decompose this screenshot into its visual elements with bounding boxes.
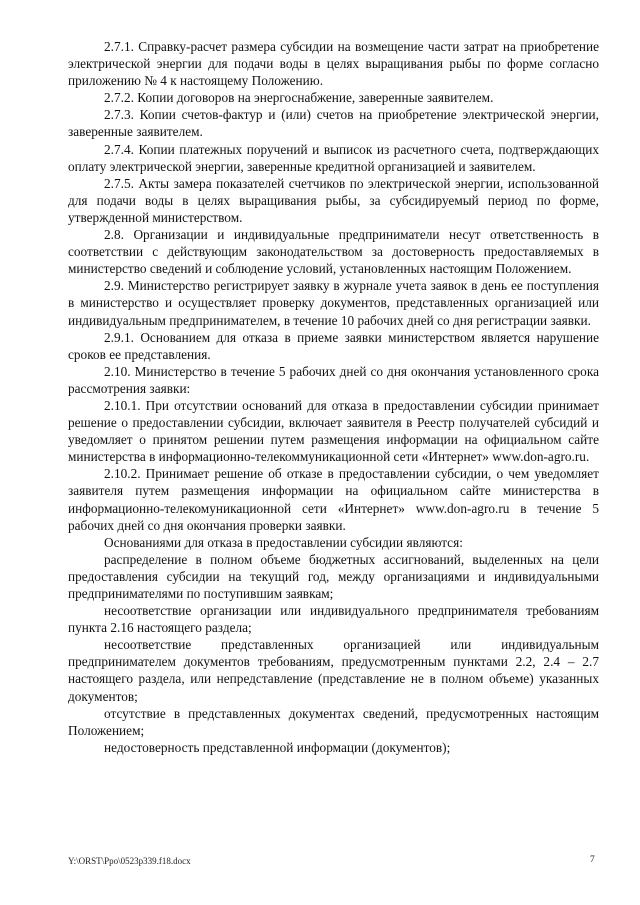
paragraph-refusal-grounds: Основаниями для отказа в предоставлении субсидии являются: <box>104 534 463 550</box>
paragraph-ground-false-info: недостоверность представленной информации (документов); <box>104 739 451 755</box>
paragraph-2-10-2: 2.10.2. Принимает решение об отказе в предоставлении субсидии, о чем уведомляет заявителя путем размещения информации на официальном сайте министерства в информационно-телекомуникационной сети «Интернет» www.don-agro.ru в течение 5 рабочих дней со дня окончания проверки заявки. <box>68 466 599 533</box>
page-number: 7 <box>590 855 595 865</box>
paragraph-2-10-1: 2.10.1. При отсутствии оснований для отказа в предоставлении субсидии принимает решение о предоставлении субсидии, включает заявителя в Реестр получателей субсидий и уведомляет о принятом решении путем размещения информации на официальном сайте министерства в информационно-телекоммуникационной сети «Интернет» www.don-agro.ru. <box>68 397 599 465</box>
paragraph-2-10: 2.10. Министерство в течение 5 рабочих дней со дня окончания установленного срока рассмотрения заявки: <box>68 363 599 396</box>
paragraph-2-7-5: 2.7.5. Акты замера показателей счетчиков по электрической энергии, использованной для подачи воды в целях выращивания рыбы, за субсидируемый период по форме, утвержденной министерством. <box>68 175 599 225</box>
paragraph-ground-missing-info: отсутствие в представленных документах сведений, предусмотренных настоящим Положением; <box>68 705 599 738</box>
paragraph-2-7-4: 2.7.4. Копии платежных поручений и выписок из расчетного счета, подтверждающих оплату электрической энергии, заверенные кредитной организацией и заявителем. <box>68 141 599 174</box>
paragraph-2-8: 2.8. Организации и индивидуальные предприниматели несут ответственность в соответствии с действующим законодательством за достоверность предоставляемых в министерство сведений и соблюдение условий, установленных настоящим Положением. <box>68 227 599 277</box>
paragraph-ground-documents: несоответствие представленных организацией или индивидуальным предпринимателем документов требованиям, предусмотренным пунктами 2.2, 2.4 – 2.7 настоящего раздела, или непредставление (представление не в полном объеме) указанных документов; <box>68 637 599 704</box>
footer-file-path: Y:\ORST\Ppo\0523p339.f18.docx <box>68 856 191 866</box>
paragraph-2-9: 2.9. Министерство регистрирует заявку в журнале учета заявок в день ее поступления в министерство и осуществляет проверку документов, представленных организацией или индивидуальным предпринимателем, в течение 10 рабочих дней со дня регистрации заявки. <box>68 278 599 328</box>
document-body <box>68 38 599 756</box>
paragraph-2-9-1: 2.9.1. Основанием для отказа в приеме заявки министерством является нарушение сроков ее представления. <box>68 329 599 362</box>
paragraph-2-7-3: 2.7.3. Копии счетов-фактур и (или) счетов на приобретение электрической энергии, заверенные заявителем. <box>68 107 599 140</box>
paragraph-2-7-2: 2.7.2. Копии договоров на энергоснабжение, заверенные заявителем. <box>104 90 494 106</box>
paragraph-ground-budget: распределение в полном объеме бюджетных ассигнований, выделенных на цели предоставления субсидии на текущий год, между организациями и индивидуальными предпринимателями по поступившим заявкам; <box>68 551 599 601</box>
paragraph-2-7-1: 2.7.1. Справку-расчет размера субсидии на возмещение части затрат на приобретение электрической энергии для подачи воды в целях выращивания рыбы по форме согласно приложению № 4 к настоящему Положению. <box>68 39 599 89</box>
paragraph-ground-noncompliance: несоответствие организации или индивидуального предпринимателя требованиям пункта 2.16 настоящего раздела; <box>68 603 599 636</box>
